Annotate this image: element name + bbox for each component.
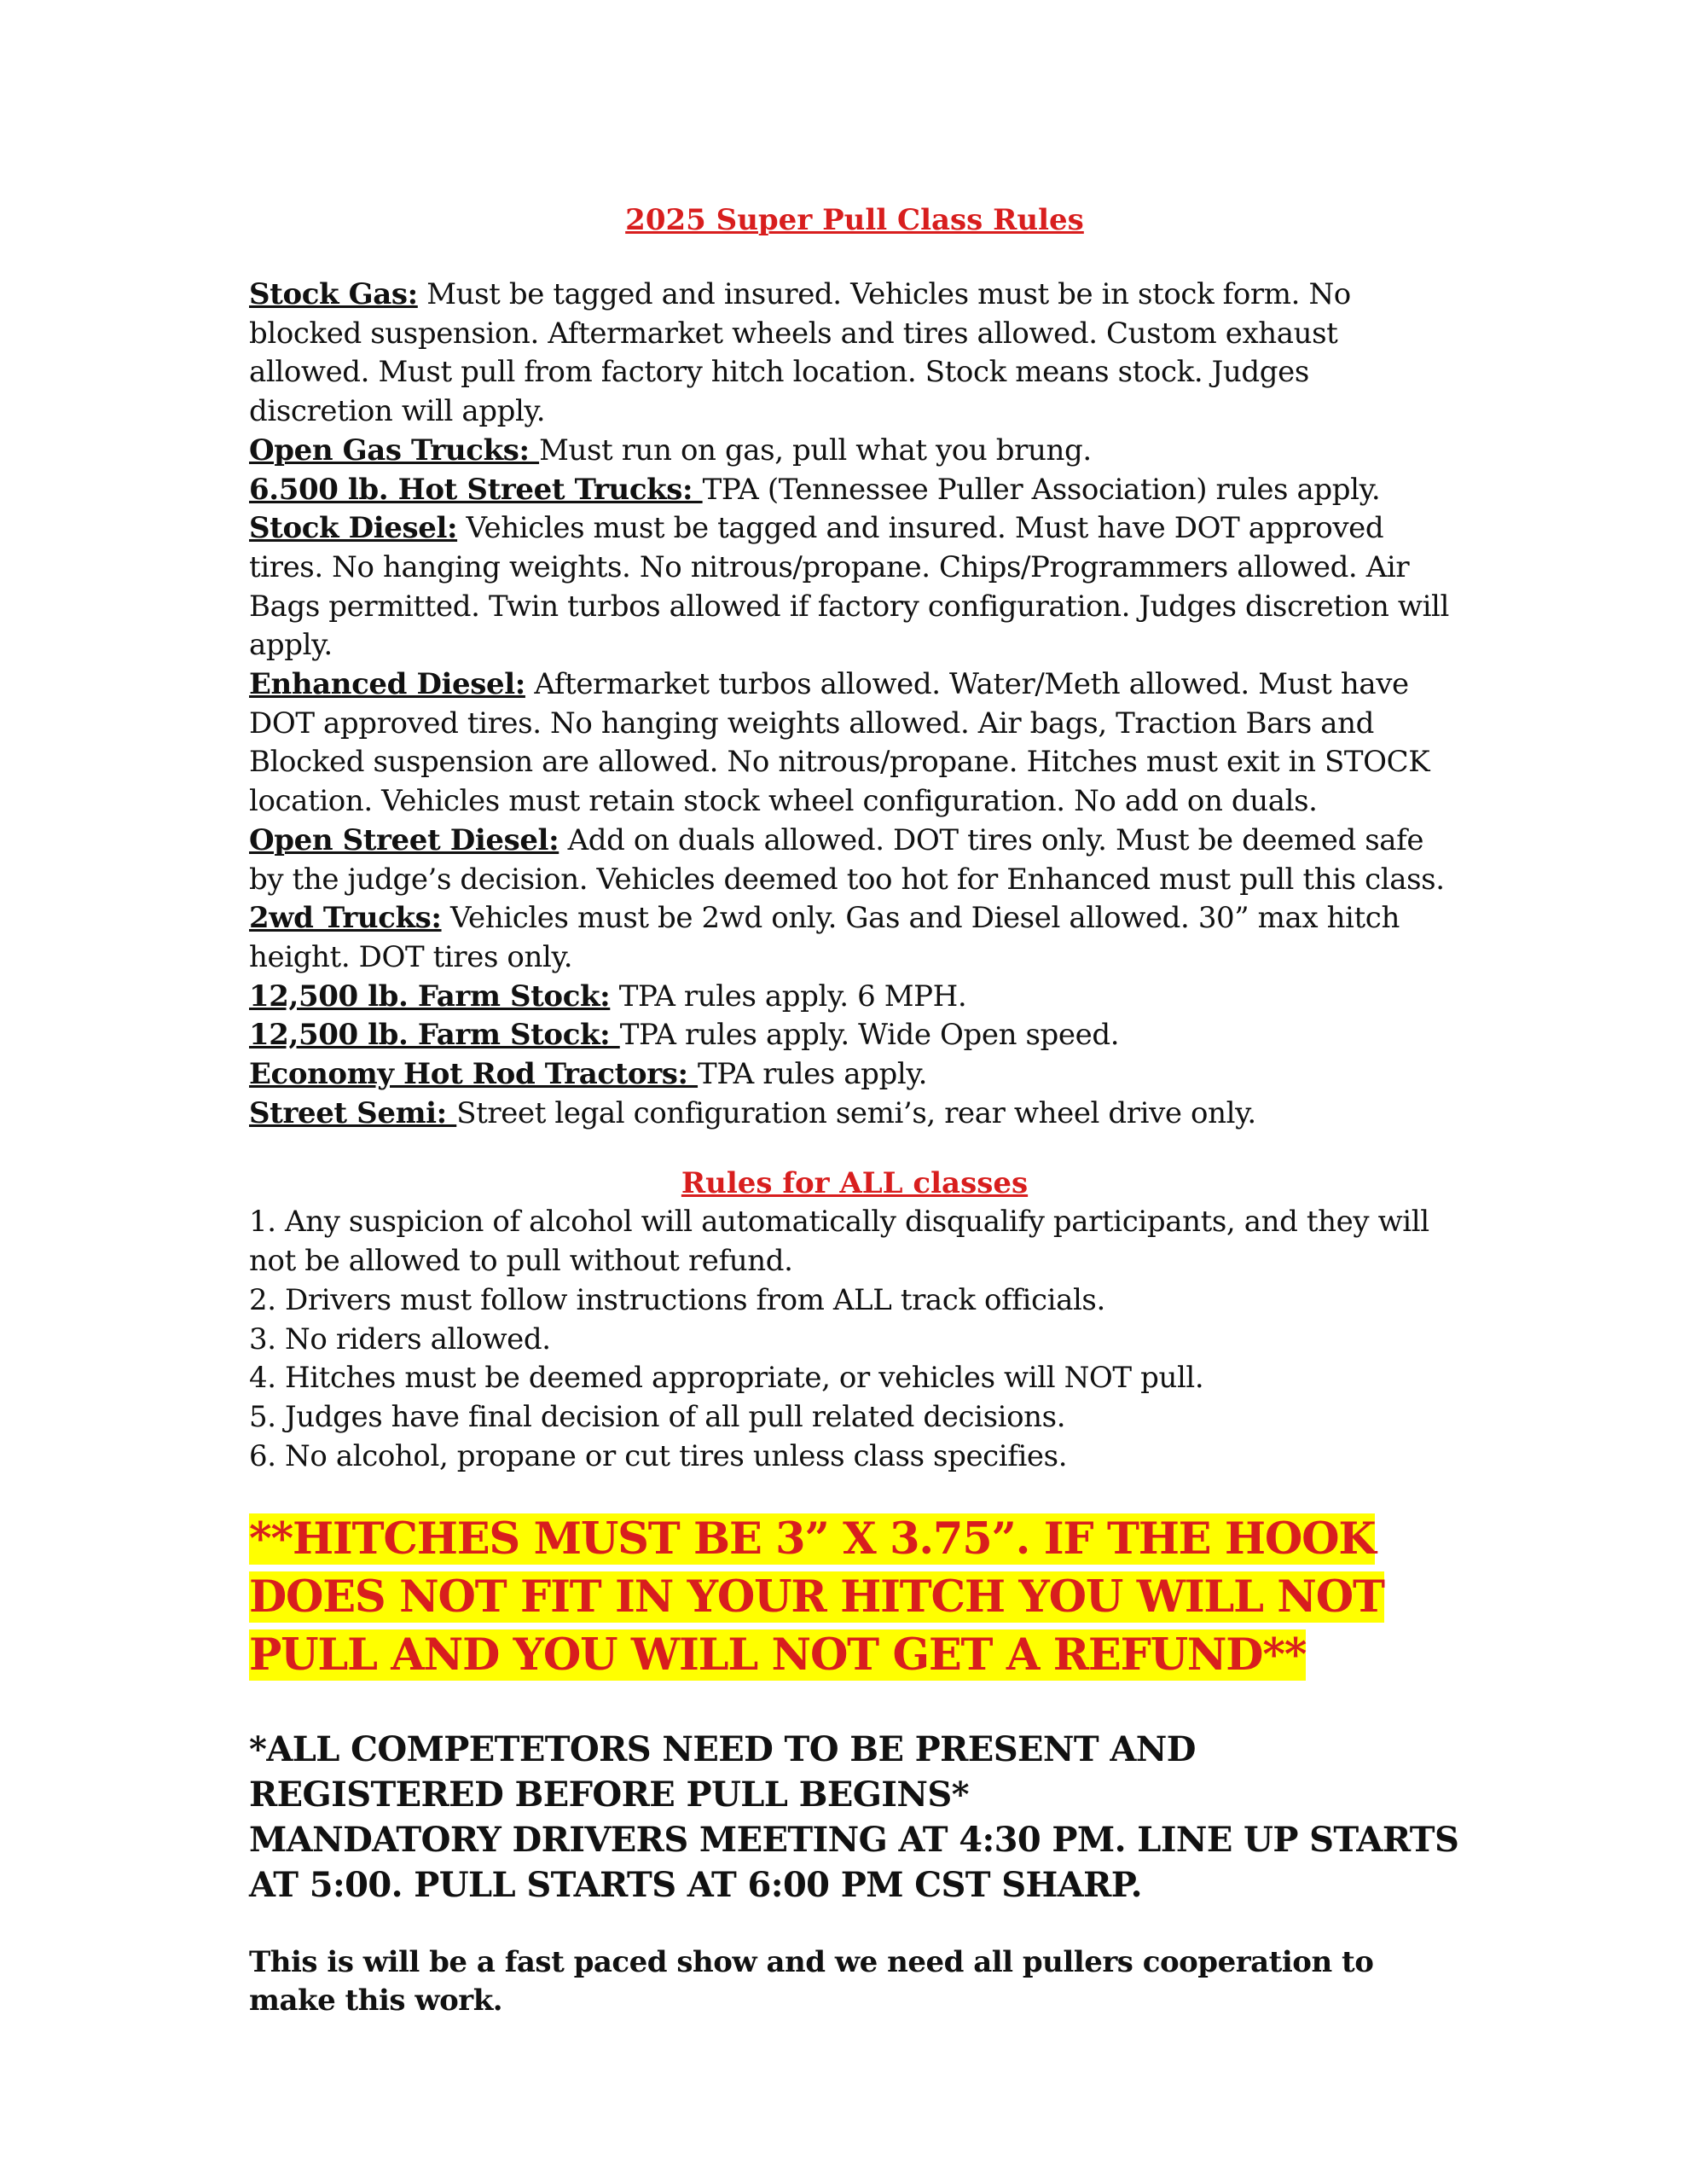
class-name: Enhanced Diesel: <box>249 667 525 702</box>
class-description: Must run on gas, pull what you brung. <box>539 433 1092 468</box>
class-rules-list <box>249 276 1460 1133</box>
general-rule-item: 6. No alcohol, propane or cut tires unless class specifies. <box>249 1438 1068 1473</box>
class-rule-farm-stock-wide-open <box>249 1016 1460 1055</box>
competitor-notice <box>249 1727 1460 1908</box>
general-rule-item: 3. No riders allowed. <box>249 1321 551 1356</box>
hitch-size-warning <box>249 1510 1460 1684</box>
class-description: Vehicles must be tagged and insured. Must have DOT approved tires. No hanging weights. No nitrous/propane. Chips/Programmers allowed. Air Bags permitted. Twin turbos allowed if factory configuration. Judges discretion will apply. <box>249 511 1450 663</box>
general-rule-item: 2. Drivers must follow instructions from ALL track officials. <box>249 1282 1105 1317</box>
class-name: Open Gas Trucks: <box>249 433 540 468</box>
class-description: TPA (Tennessee Puller Association) rules apply. <box>702 472 1381 507</box>
class-rule-enhanced-diesel <box>249 665 1460 822</box>
class-rule-2wd-trucks <box>249 899 1460 977</box>
class-description: Must be tagged and insured. Vehicles must be in stock form. No blocked suspension. Aftermarket wheels and tires allowed. Custom exhaust allowed. Must pull from factory hitch location. Stock means stock. Judges discretion will apply. <box>249 277 1351 429</box>
hitch-warning-text: **HITCHES MUST BE 3” X 3.75”. IF THE HOOK DOES NOT FIT IN YOUR HITCH YOU WILL NOT PULL AND YOU WILL NOT GET A REFUND** <box>249 1513 1384 1682</box>
class-rule-open-gas-trucks <box>249 432 1460 471</box>
class-name: Open Street Diesel: <box>249 822 559 857</box>
document-content <box>249 200 1460 2020</box>
general-rule-item: 5. Judges have final decision of all pull related decisions. <box>249 1399 1066 1434</box>
class-description: Add on duals allowed. DOT tires only. Must be deemed safe by the judge’s decision. Vehicles deemed too hot for Enhanced must pull this class. <box>249 822 1445 897</box>
class-rule-hot-street-trucks <box>249 471 1460 510</box>
general-rule-item: 1. Any suspicion of alcohol will automatically disqualify participants, and they will not be allowed to pull without refund. <box>249 1205 1429 1279</box>
class-description: TPA rules apply. 6 MPH. <box>610 979 967 1014</box>
general-rule-item: 4. Hitches must be deemed appropriate, or vehicles will NOT pull. <box>249 1361 1204 1396</box>
registration-notice: *ALL COMPETETORS NEED TO BE PRESENT AND REGISTERED BEFORE PULL BEGINS* <box>249 1729 1196 1815</box>
class-rule-stock-diesel <box>249 509 1460 665</box>
class-name: 2wd Trucks: <box>249 901 442 936</box>
class-name: Economy Hot Rod Tractors: <box>249 1057 699 1092</box>
class-description: Street legal configuration semi’s, rear wheel drive only. <box>456 1095 1256 1130</box>
class-name: 12,500 lb. Farm Stock: <box>249 979 611 1014</box>
class-rule-farm-stock-6mph <box>249 978 1460 1017</box>
class-description: TPA rules apply. Wide Open speed. <box>619 1018 1120 1053</box>
class-rule-stock-gas <box>249 276 1460 432</box>
class-rule-street-semi <box>249 1095 1460 1134</box>
class-name: Stock Gas: <box>249 277 418 311</box>
all-classes-rules-heading: Rules for ALL classes <box>681 1166 1029 1201</box>
document-title: 2025 Super Pull Class Rules <box>625 203 1084 237</box>
all-classes-rules-list <box>249 1203 1460 1476</box>
class-name: 12,500 lb. Farm Stock: <box>249 1018 620 1053</box>
closing-note: This is will be a fast paced show and we need all pullers cooperation to make this work. <box>249 1945 1374 2018</box>
class-rule-economy-hot-rod-tractors <box>249 1055 1460 1095</box>
class-name: 6.500 lb. Hot Street Trucks: <box>249 472 703 507</box>
class-rule-open-street-diesel <box>249 822 1460 899</box>
class-description: Aftermarket turbos allowed. Water/Meth allowed. Must have DOT approved tires. No hanging weights allowed. Air bags, Traction Bars and Blocked suspension are allowed. No nitrous/propane. Hitches must exit in STOCK location. Vehicles must retain stock wheel configuration. No add on duals. <box>249 667 1430 819</box>
class-name: Stock Diesel: <box>249 511 458 546</box>
schedule-notice: MANDATORY DRIVERS MEETING AT 4:30 PM. LINE UP STARTS AT 5:00. PULL STARTS AT 6:00 PM CST SHARP. <box>249 1820 1459 1906</box>
class-description: TPA rules apply. <box>698 1057 928 1092</box>
class-name: Street Semi: <box>249 1095 457 1130</box>
class-description: Vehicles must be 2wd only. Gas and Diesel allowed. 30” max hitch height. DOT tires only. <box>249 901 1400 974</box>
